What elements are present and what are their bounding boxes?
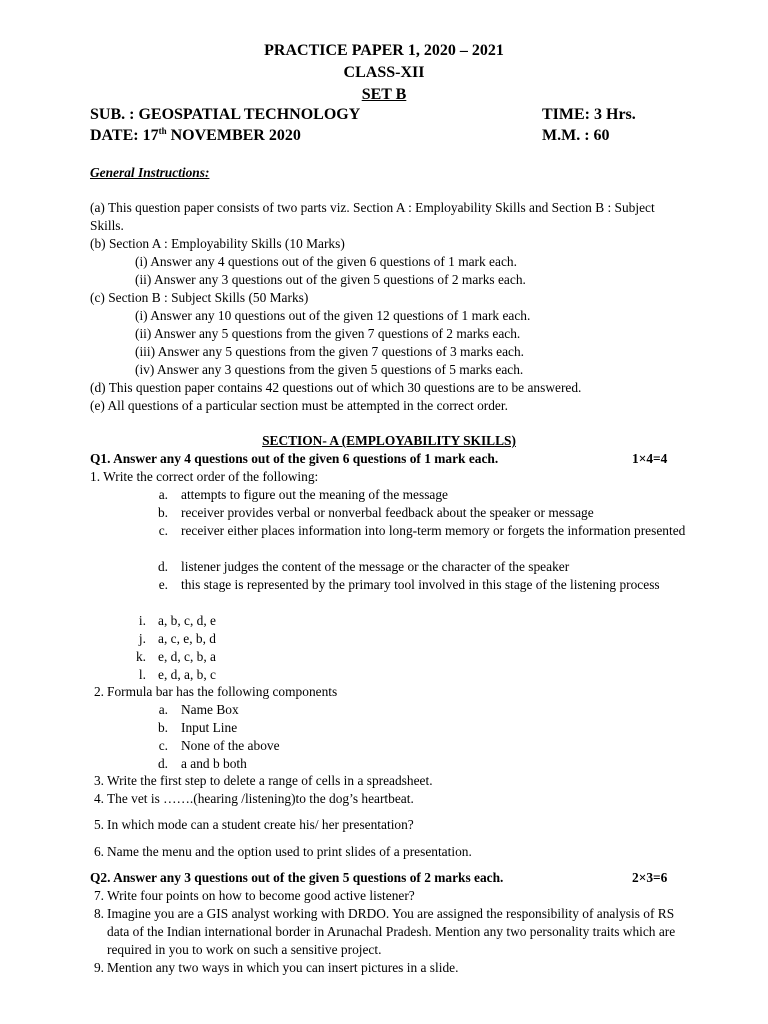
question-number: 2. [93, 684, 104, 699]
option-label: b. [157, 505, 168, 520]
instruction-c-item: (i) Answer any 10 questions out of the given 12 questions of 1 mark each. [135, 308, 531, 323]
answer-text: e, d, a, b, c [158, 667, 217, 682]
instruction-c: (c) Section B : Subject Skills (50 Marks) [90, 290, 309, 305]
set-label: SET B [361, 86, 407, 103]
answer-text: a, c, e, b, d [158, 631, 217, 646]
option-label: c. [158, 523, 168, 538]
general-instructions-heading: General Instructions: [90, 165, 210, 180]
option-text: listener judges the content of the message or the character of the speaker [181, 559, 570, 574]
option-label: b. [157, 720, 168, 735]
question-6: Name the menu and the option used to print slides of a presentation. [107, 844, 472, 859]
question-number: 6. [93, 844, 104, 859]
answer-label: i. [138, 613, 146, 628]
question-7: Write four points on how to become good active listener? [107, 888, 415, 903]
answer-text: a, b, c, d, e [158, 613, 217, 628]
instruction-c-item: (ii) Answer any 5 questions from the given 7 questions of 2 marks each. [135, 326, 521, 341]
answer-label: l. [138, 667, 146, 682]
option-label: e. [158, 577, 168, 592]
date-prefix: DATE: 17 [90, 127, 159, 144]
subject-label: SUB. : GEOSPATIAL TECHNOLOGY [90, 106, 361, 123]
answer-text: e, d, c, b, a [158, 649, 217, 664]
option-text: a and b both [181, 756, 247, 771]
answer-label: k. [135, 649, 146, 664]
question-number: 5. [93, 817, 104, 832]
option-label: a. [158, 487, 168, 502]
time-label: TIME: 3 Hrs. [542, 106, 636, 123]
instruction-c-item: (iv) Answer any 3 questions from the given 5 questions of 5 marks each. [135, 362, 524, 377]
question-number: 9. [93, 960, 104, 975]
q1-heading: Q1. Answer any 4 questions out of the given 6 questions of 1 mark each. [90, 451, 499, 466]
option-label: d. [157, 756, 168, 771]
option-text: attempts to figure out the meaning of the message [181, 487, 448, 502]
q1-marks: 1×4=4 [632, 451, 668, 466]
option-text: Input Line [181, 720, 238, 735]
question-9: Mention any two ways in which you can insert pictures in a slide. [107, 960, 459, 975]
paper-title: PRACTICE PAPER 1, 2020 – 2021 [264, 42, 504, 59]
question-4: The vet is …….(hearing /listening)to the dog’s heartbeat. [107, 791, 414, 806]
answer-label: j. [138, 631, 146, 646]
option-text: receiver provides verbal or nonverbal feedback about the speaker or message [181, 505, 594, 520]
date-suffix: NOVEMBER 2020 [166, 127, 301, 144]
instruction-e: (e) All questions of a particular section must be attempted in the correct order. [90, 398, 508, 413]
instruction-a: (a) This question paper consists of two parts viz. Section A : Employability Skills and Section B : Subject Skills. [90, 200, 655, 233]
instruction-c-item: (iii) Answer any 5 questions from the given 7 questions of 3 marks each. [135, 344, 524, 359]
question-number: 3. [93, 773, 104, 788]
instruction-d: (d) This question paper contains 42 questions out of which 30 questions are to be answered. [90, 380, 582, 395]
date-label [90, 126, 301, 146]
q2-heading: Q2. Answer any 3 questions out of the given 5 questions of 2 marks each. [90, 870, 504, 885]
question-number: 4. [93, 791, 104, 806]
date-superscript: th [158, 126, 167, 136]
max-marks-label: M.M. : 60 [542, 127, 610, 144]
option-label: a. [158, 702, 168, 717]
option-label: d. [157, 559, 168, 574]
instruction-b: (b) Section A : Employability Skills (10 Marks) [90, 236, 345, 251]
q2-marks: 2×3=6 [632, 870, 668, 885]
question-5: In which mode can a student create his/ her presentation? [107, 817, 414, 832]
instruction-b-item: (i) Answer any 4 questions out of the given 6 questions of 1 mark each. [135, 254, 517, 269]
option-text: Name Box [181, 702, 239, 717]
question-3: Write the first step to delete a range of cells in a spreadsheet. [107, 773, 433, 788]
option-label: c. [158, 738, 168, 753]
instruction-b-item: (ii) Answer any 3 questions out of the given 5 questions of 2 marks each. [135, 272, 526, 287]
class-label: CLASS-XII [343, 64, 425, 81]
section-a-title: SECTION- A (EMPLOYABILITY SKILLS) [262, 433, 516, 448]
option-text: receiver either places information into long-term memory or forgets the information presented [181, 523, 686, 538]
question-8: Imagine you are a GIS analyst working with DRDO. You are assigned the responsibility of analysis of RS data of the Indian international border in Arunachal Pradesh. Mention any two personality traits which are required in you to work on such a sensitive project. [107, 906, 676, 957]
question-number: 8. [93, 906, 104, 921]
question-2: Formula bar has the following components [107, 684, 338, 699]
question-1: 1. Write the correct order of the following: [90, 469, 319, 484]
option-text: this stage is represented by the primary tool involved in this stage of the listening process [181, 577, 660, 592]
option-text: None of the above [181, 738, 280, 753]
question-number: 7. [93, 888, 104, 903]
